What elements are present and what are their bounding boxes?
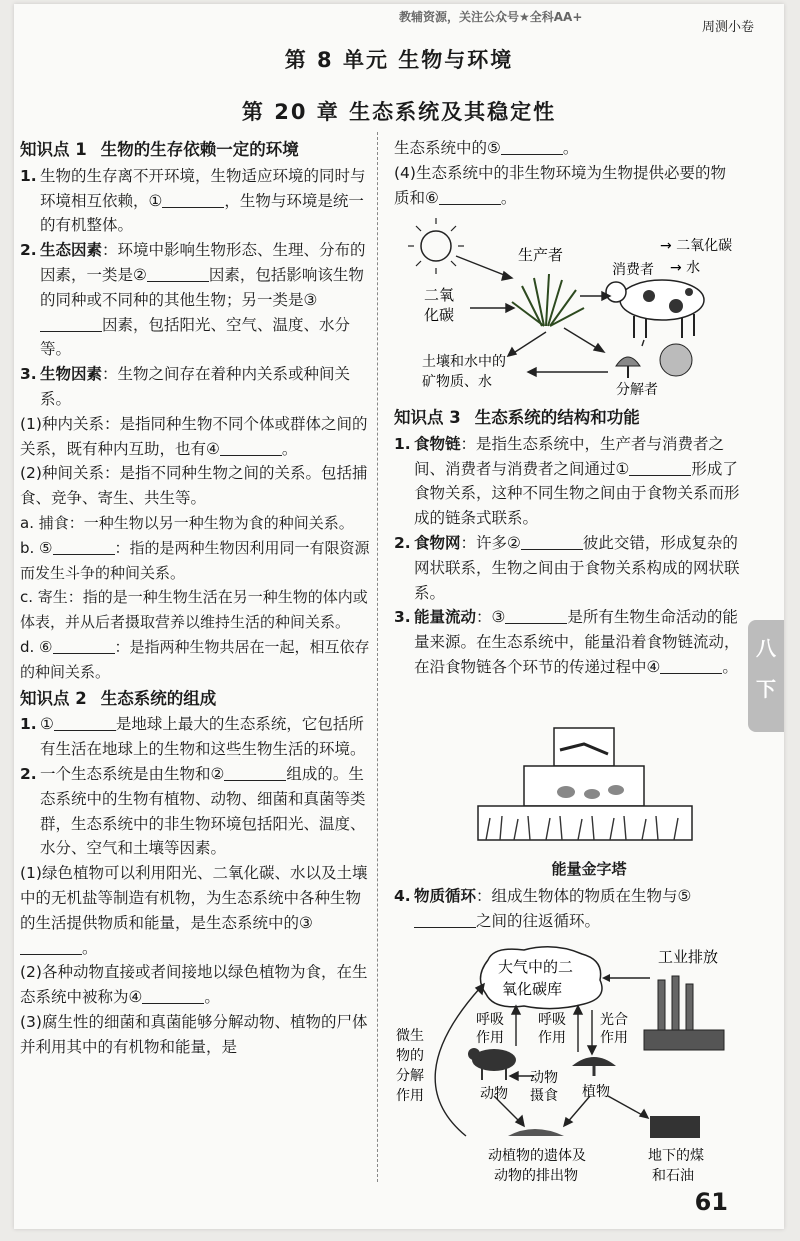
industry-label: 工业排放 <box>658 948 719 966</box>
factory-icon <box>644 976 724 1050</box>
kp3-item-1: 1. 食物链：是指生态系统中，生产者与消费者之间、消费者与消费者之间通过① 形成了食物关系，这种不同生物之间由于食物关系而形成的链条式联系。 <box>394 434 740 528</box>
top-bar <box>14 4 784 35</box>
knowledge-point-1-heading: 知识点 1 生物的生存依赖一定的环境 <box>20 140 299 159</box>
column-divider <box>377 132 378 1182</box>
air-co2-cloud <box>480 947 602 1009</box>
predation-text: a. 捕食：一种生物以另一种生物为食的种间关系。 <box>20 513 354 532</box>
interspecific-relation: (2)种间关系：是指不同种生物之间的关系。包括捕食、竞争、寄生、共生等。 <box>20 464 368 508</box>
micro-label-3: 分解 <box>396 1068 424 1084</box>
kp2-item-2: 2. 一个生态系统是由生物和② 组成的。生态系统中的生物有植物、动物、细菌和真菌等类群，生态系统中的非生物环境包括阳光、温度、水分、空气和土壤等因素。 <box>20 764 366 858</box>
remains-icon <box>508 1129 564 1136</box>
soil-label-1: 土壤和水中的 <box>422 354 506 370</box>
intraspecific-relation: (1)种内关系：是指同种生物不同个体或群体之间的关系，既有种内互助，也有④ 。 <box>20 414 368 458</box>
watermark: 教辅资源，关注公众号★全科AA+ <box>399 10 583 24</box>
series-label: 周测小卷 <box>701 20 754 35</box>
blank-12[interactable] <box>439 188 501 205</box>
kp3-item-2: 2. 食物网：许多② 彼此交错，形成复杂的网状联系，生物之间由于食物关系构成的网状联系。 <box>394 533 740 602</box>
blank-7[interactable] <box>54 714 116 731</box>
air-co2-label-2: 氧化碳库 <box>502 980 563 998</box>
left-column <box>20 136 370 1059</box>
kp3-section <box>394 404 744 680</box>
pyramid-top-level <box>554 728 614 766</box>
micro-label-4: 作用 <box>396 1088 424 1104</box>
kp3-item-4: 4. 物质循环：组成生物体的物质在生物与⑤之间的往返循环。 <box>394 887 692 930</box>
abiotic-text: (4)生态系统中的非生物环境为生物提供必要的物质和⑥ 。 <box>394 163 726 207</box>
blank-10[interactable] <box>142 987 204 1004</box>
co2-label-2: 化碳 <box>424 306 455 324</box>
blank-14[interactable] <box>521 533 583 550</box>
unit-title: 第 8 单元 生物与环境 <box>284 48 514 72</box>
tree-icon <box>572 1057 616 1076</box>
mushroom-icon <box>616 344 692 378</box>
kp1-item-2: 2. 生态因素：环境中影响生物形态、生理、分布的因素，一类是② 因素，包括影响该生物的同种或不同种的其他生物；另一类是③因素，包括阳光、空气、温度、水分等。 <box>20 241 366 359</box>
remains-label-1: 动植物的遗体及 <box>488 1148 586 1164</box>
decomposer-text: (3)腐生性的细菌和真菌能够分解动物、植物的尸体并利用其中的有机物和能量，是 <box>20 1012 368 1056</box>
ecosystem-diagram <box>394 216 734 396</box>
blank-9[interactable] <box>20 938 82 955</box>
pyramid-middle-level <box>524 766 644 806</box>
consumer-text: (2)各种动物直接或者间接地以绿色植物为食，在生态系统中被称为④ 。 <box>20 963 368 1007</box>
chapter-title: 第 20 章 生态系统及其稳定性 <box>241 100 557 124</box>
coal-oil-icon <box>650 1116 700 1138</box>
water-out-label: → 水 <box>670 260 701 276</box>
knowledge-point-2-heading: 知识点 2 生态系统的组成 <box>20 688 217 708</box>
coal-label-1: 地下的煤 <box>648 1148 704 1164</box>
soil-label-2: 矿物质、水 <box>422 374 492 390</box>
feeding-label-b: 摄食 <box>530 1088 558 1104</box>
plant-label: 植物 <box>582 1084 610 1100</box>
plant-icon <box>512 274 584 326</box>
page-number: 61 <box>694 1188 728 1216</box>
blank-1[interactable] <box>162 191 224 208</box>
coal-label-2: 和石油 <box>652 1168 694 1184</box>
parasitism-text: c. 寄生：指的是一种生物生活在另一种生物的体内或体表，并从后者摄取营养以维持生活的种间关系。 <box>20 588 368 632</box>
co2-label-1: 二氧 <box>424 286 455 304</box>
micro-label-1: 微生 <box>396 1028 424 1044</box>
consumer-label: 消费者 <box>612 262 654 278</box>
decomposer-label: 分解者 <box>616 382 658 396</box>
grade-tab: 八 下 <box>748 620 784 732</box>
knowledge-point-3-heading: 知识点 3 生态系统的结构和功能 <box>394 408 640 427</box>
resp-2-label-a: 呼吸 <box>538 1012 566 1028</box>
animal-label: 动物 <box>480 1086 508 1102</box>
carbon-cycle-diagram <box>394 940 734 1190</box>
resp-2-label-b: 作用 <box>538 1030 566 1046</box>
resp-1-label-b: 作用 <box>476 1030 504 1046</box>
ox-icon <box>468 1048 516 1080</box>
blank-16[interactable] <box>660 657 722 674</box>
right-column <box>394 136 734 210</box>
blank-13[interactable] <box>629 459 691 476</box>
sun-icon <box>408 218 464 274</box>
blank-5[interactable] <box>53 538 115 555</box>
photo-label-a: 光合 <box>600 1012 628 1028</box>
air-co2-label-1: 大气中的二 <box>498 958 574 976</box>
symbiosis-text: d. ⑥ ：是指两种生物共居在一起，相互依存的种间关系。 <box>20 637 370 681</box>
blank-4[interactable] <box>220 439 282 456</box>
resp-1-label-a: 呼吸 <box>476 1012 504 1028</box>
micro-label-2: 物的 <box>396 1048 424 1064</box>
kp3-item-4-wrap <box>394 884 744 934</box>
remains-label-2: 动物的排出物 <box>494 1168 578 1184</box>
pyramid-bottom-level <box>478 806 692 840</box>
producer-text: (1)绿色植物可以利用阳光、二氧化碳、水以及土壤中的无机盐等制造有机物，为生态系统中各种生物的生活提供物质和能量，是生态系统中的③。 <box>20 864 368 957</box>
kp2-item-1: 1. ① 是地球上最大的生态系统，它包括所有生活在地球上的生物和这些生物生活的环境。 <box>20 715 366 759</box>
page <box>14 4 784 1229</box>
kp3-item-3: 3. 能量流动：③ 是所有生物生命活动的能量来源。在生态系统中，能量沿着食物链流动，在沿食物链各个环节的传递过程中④ 。 <box>394 608 740 676</box>
cow-icon <box>606 280 704 338</box>
energy-pyramid <box>456 724 756 854</box>
feeding-label-a: 动物 <box>530 1070 558 1086</box>
producer-label: 生产者 <box>518 246 564 264</box>
blank-8[interactable] <box>224 764 286 781</box>
co2-out-label: → 二氧化碳 <box>660 238 733 254</box>
kp1-item-1: 1. 生物的生存离不开环境，生物适应环境的同时与环境相互依赖，① ，生物与环境是统一的有机整体。 <box>20 166 366 235</box>
blank-3[interactable] <box>40 315 102 332</box>
blank-2[interactable] <box>147 265 209 282</box>
blank-11[interactable] <box>501 138 563 155</box>
kp1-item-3: 3. 生物因素：生物之间存在着种内关系或种间关系。 <box>20 365 351 408</box>
blank-15[interactable] <box>505 607 567 624</box>
pyramid-caption: 能量金字塔 <box>551 860 627 878</box>
competition-text: b. ⑤ ：指的是两种生物因利用同一有限资源而发生斗争的种间关系。 <box>20 538 370 582</box>
blank-6[interactable] <box>53 637 115 654</box>
photo-label-b: 作用 <box>600 1030 628 1046</box>
decomposer-text-cont: 生态系统中的⑤ 。 <box>394 139 579 157</box>
blank-17[interactable] <box>414 911 476 928</box>
